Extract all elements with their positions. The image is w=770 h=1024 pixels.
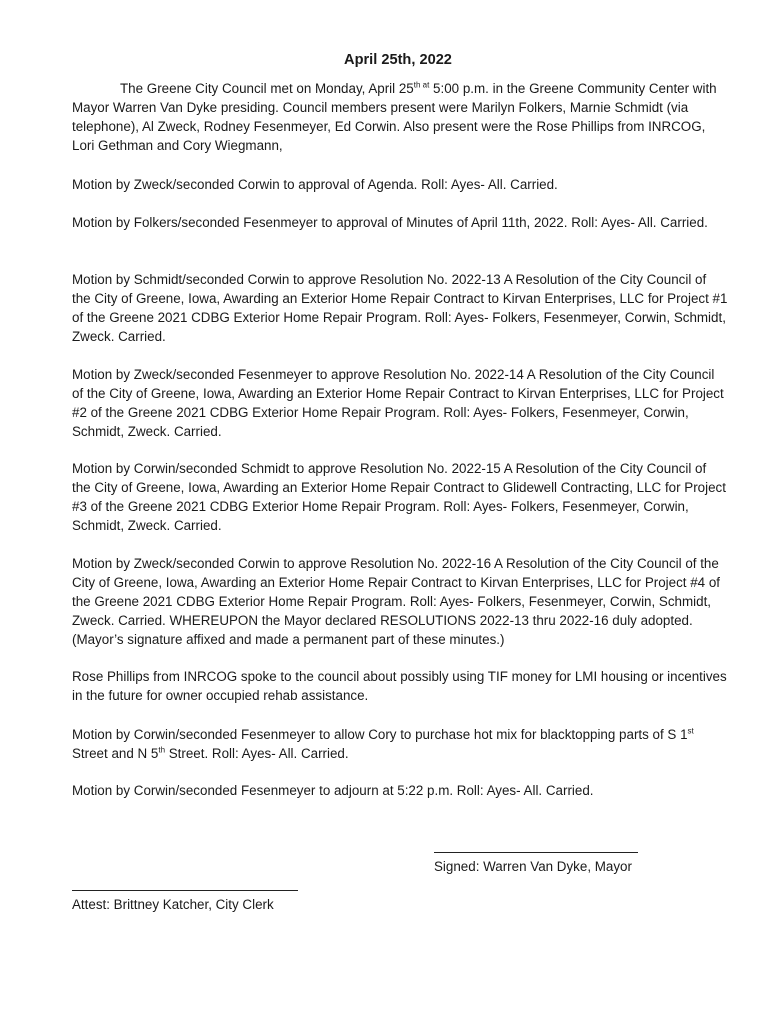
mayor-signature-label: Signed: Warren Van Dyke, Mayor [434, 859, 632, 874]
intro-text-2: 5:00 p.m. in the Greene Community Center with Mayor Warren Van Dyke presiding. Council members present were Marilyn Folkers, Marnie Schmidt (via telephone), Al Zweck, Rodney Fesenmeyer, Ed Corwin. Also present were the Rose Phillips from INRCOG, Lori Gethman and Cory Wiegmann, [72, 81, 717, 153]
motion-resolution-2022-16: Motion by Zweck/seconded Corwin to approve Resolution No. 2022-16 A Resolution of the City Council of the City of Greene, Iowa, Awarding an Exterior Home Repair Contract to Kirvan Enterprises, LLC for Project #4 of the Greene 2021 CDBG Exterior Home Repair Program. Roll: Ayes- Folkers, Fesenmeyer, Corwin, Schmidt, Zweck. Carried. WHEREUPON the Mayor declared RESOLUTIONS 2022-13 thru 2022-16 duly adopted. (Mayor’s signature affixed and made a permanent part of these minutes.) [72, 556, 721, 647]
motion-resolution-2022-15: Motion by Corwin/seconded Schmidt to approve Resolution No. 2022-15 A Resolution of the City Council of the City of Greene, Iowa, Awarding an Exterior Home Repair Contract to Glidewell Contracting, LLC for Project #3 of the Greene 2021 CDBG Exterior Home Repair Program. Roll: Ayes- Folkers, Fesenmeyer, Corwin, Schmidt, Zweck. Carried. [72, 461, 726, 533]
intro-paragraph [72, 80, 728, 156]
clerk-attest-label: Attest: Brittney Katcher, City Clerk [72, 897, 274, 912]
motion-resolution-2022-14: Motion by Zweck/seconded Fesenmeyer to approve Resolution No. 2022-14 A Resolution of the City Council of the City of Greene, Iowa, Awarding an Exterior Home Repair Contract to Kirvan Enterprises, LLC for Project #2 of the Greene 2021 CDBG Exterior Home Repair Program. Roll: Ayes- Folkers, Fesenmeyer, Corwin, Schmidt, Zweck. Carried. [72, 367, 724, 439]
page-title: April 25th, 2022 [344, 52, 452, 68]
hotmix-superscript-1: st [687, 726, 694, 736]
hotmix-superscript-2: th [158, 745, 166, 755]
clerk-signature-line [72, 890, 298, 891]
intro-superscript: th at [413, 80, 430, 90]
hotmix-text-2: Street and N 5 [72, 745, 159, 761]
hotmix-text-3: Street. Roll: Ayes- All. Carried. [165, 745, 349, 761]
intro-text-1: The Greene City Council met on Monday, April 25 [120, 81, 414, 96]
motion-resolution-2022-13: Motion by Schmidt/seconded Corwin to approve Resolution No. 2022-13 A Resolution of the City Council of the City of Greene, Iowa, Awarding an Exterior Home Repair Contract to Kirvan Enterprises, LLC for Project #1 of the Greene 2021 CDBG Exterior Home Repair Program. Roll: Ayes- Folkers, Fesenmeyer, Corwin, Schmidt, Zweck. Carried. [72, 272, 728, 344]
motion-agenda: Motion by Zweck/seconded Corwin to approval of Agenda. Roll: Ayes- All. Carried. [72, 177, 558, 192]
motion-minutes: Motion by Folkers/seconded Fesenmeyer to approval of Minutes of April 11th, 2022. Roll: Ayes- All. Carried. [72, 215, 708, 230]
mayor-signature-line [434, 852, 638, 853]
motion-hot-mix [72, 726, 728, 764]
motion-adjourn: Motion by Corwin/seconded Fesenmeyer to adjourn at 5:22 p.m. Roll: Ayes- All. Carried. [72, 783, 594, 798]
inrcog-note: Rose Phillips from INRCOG spoke to the council about possibly using TIF money for LMI housing or incentives in the future for owner occupied rehab assistance. [72, 669, 727, 703]
hotmix-text-1: Motion by Corwin/seconded Fesenmeyer to allow Cory to purchase hot mix for blacktopping parts of S 1 [72, 727, 688, 742]
